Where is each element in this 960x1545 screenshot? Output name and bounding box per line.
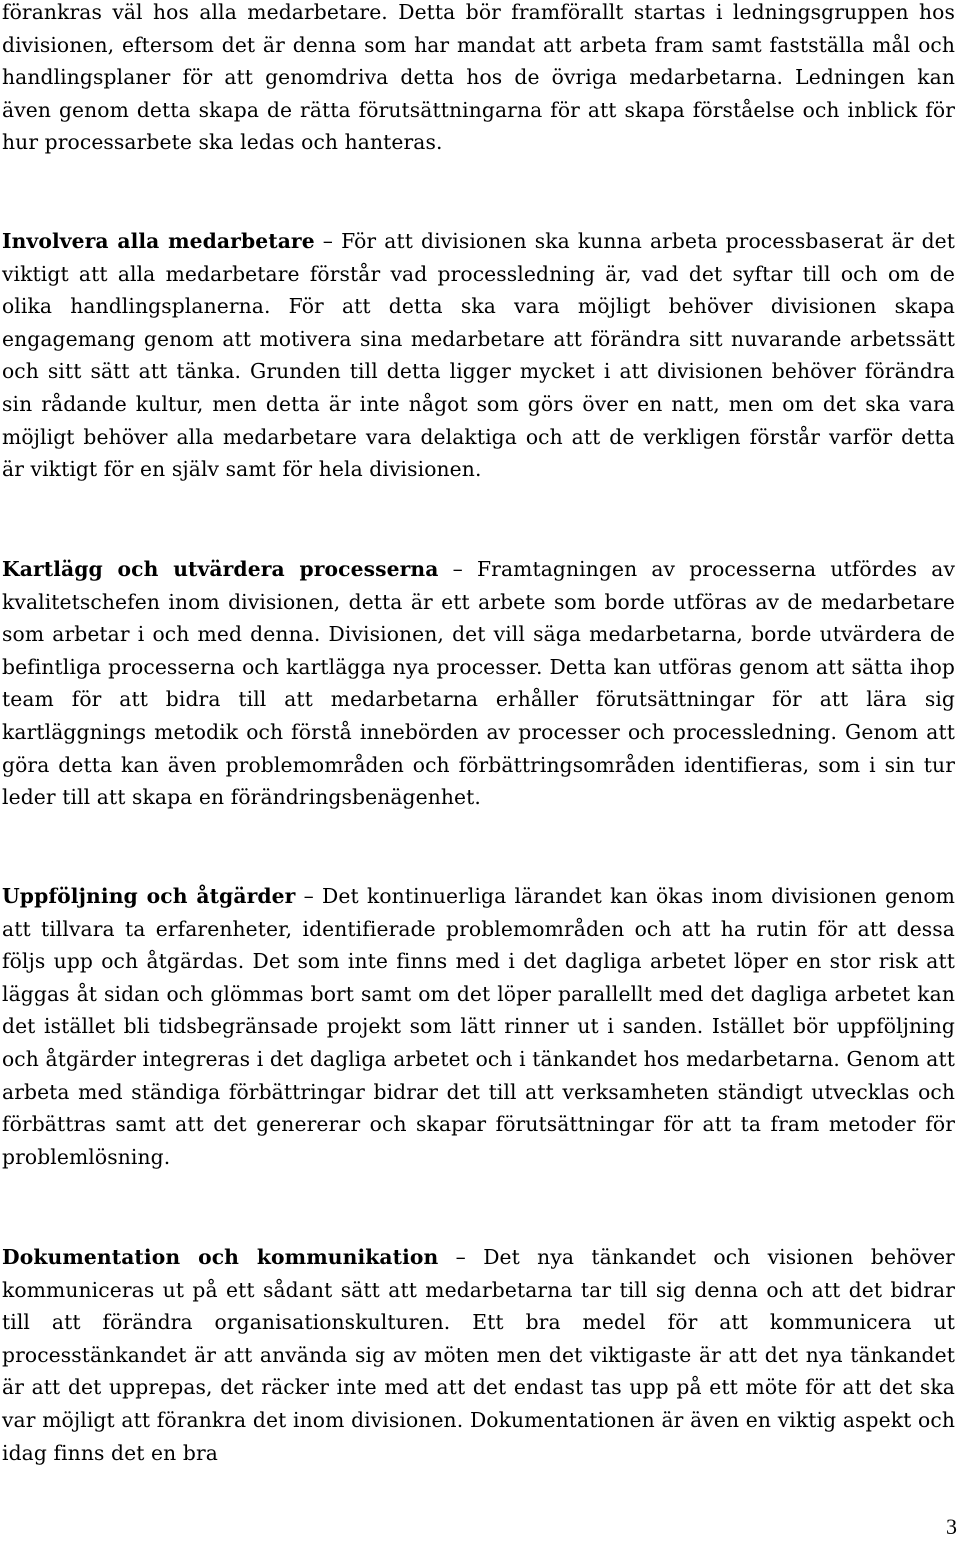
paragraph-heading: Uppföljning och åtgärder	[2, 884, 296, 908]
paragraph-uppfoljning	[2, 880, 955, 1173]
page-number: 3	[946, 1514, 957, 1539]
paragraph-continuation	[2, 0, 955, 159]
paragraph-kartlagg	[2, 553, 955, 814]
paragraph-dokumentation	[2, 1241, 955, 1469]
paragraph-body: – Framtagningen av processerna utfördes av kvalitetschefen inom divisionen, detta är ett arbete som borde utföras av de medarbetare som arbetar i och med denna. Divisionen, det vill säga medarbetarna, borde utvärdera de befintliga processerna och kartlägga nya processer. Detta kan utföras genom att sätta ihop team för att bidra till att medarbetarna erhåller förutsättningar för att lära sig kartläggnings metodik och förstå innebörden av processer och processledning. Genom att göra detta kan även problemområden och förbättringsområden identifieras, som i sin tur leder till att skapa en förändringsbenägenhet.	[2, 557, 956, 810]
paragraph-body: förankras väl hos alla medarbetare. Detta bör framförallt startas i ledningsgruppen hos divisionen, eftersom det är denna som har mandat att arbeta fram samt fastställa mål och handlingsplaner för att genomdriva detta hos de övriga medarbetarna. Ledningen kan även genom detta skapa de rätta förutsättningarna för att skapa förståelse och inblick för hur processarbete ska ledas och hanteras.	[2, 0, 955, 155]
paragraph-involvera	[2, 225, 955, 486]
paragraph-body: – För att divisionen ska kunna arbeta processbaserat är det viktigt att alla medarbetare förstår vad processledning är, vad det syftar till och om de olika handlingsplanerna. För att detta ska vara möjligt behöver divisionen skapa engagemang genom att motivera sina medarbetare att förändra sitt nuvarande arbetssätt och sitt sätt att tänka. Grunden till detta ligger mycket i att divisionen behöver förändra sin rådande kultur, men detta är inte något som görs över en natt, men om det ska vara möjligt behöver alla medarbetare vara delaktiga och att de verkligen förstår varför detta är viktigt för en själv samt för hela divisionen.	[2, 229, 955, 482]
paragraph-body: – Det nya tänkandet och visionen behöver kommuniceras ut på ett sådant sätt att medarbetarna tar till sig denna och att det bidrar till att förändra organisationskulturen. Ett bra medel för att kommunicera ut processtänkandet är att använda sig av möten men det viktigaste är att det nya tänkandet är att det upprepas, det räcker inte med att det endast tas upp på ett möte för att det ska var möjligt att förankra det inom divisionen. Dokumentationen är även en viktig aspekt och idag finns det en bra	[2, 1245, 955, 1465]
paragraph-heading: Involvera alla medarbetare	[2, 229, 315, 253]
paragraph-heading: Dokumentation och kommunikation	[2, 1245, 439, 1269]
paragraph-heading: Kartlägg och utvärdera processerna	[2, 557, 439, 581]
paragraph-body: – Det kontinuerliga lärandet kan ökas inom divisionen genom att tillvara ta erfarenheter, identifierade problemområden och att ha rutin för att dessa följs upp och åtgärdas. Det som inte finns med i det dagliga arbetet löper en stor risk att läggas åt sidan och glömmas bort samt om det löper parallellt med det dagliga arbetet kan det istället bli tidsbegränsade projekt som lätt rinner ut i sanden. Istället bör uppföljning och åtgärder integreras i det dagliga arbetet och i tänkandet hos medarbetarna. Genom att arbeta med ständiga förbättringar bidrar det till att verksamheten ständigt utvecklas och förbättras samt att det genererar och skapar förutsättningar för att ta fram metoder för problemlösning.	[2, 884, 955, 1169]
